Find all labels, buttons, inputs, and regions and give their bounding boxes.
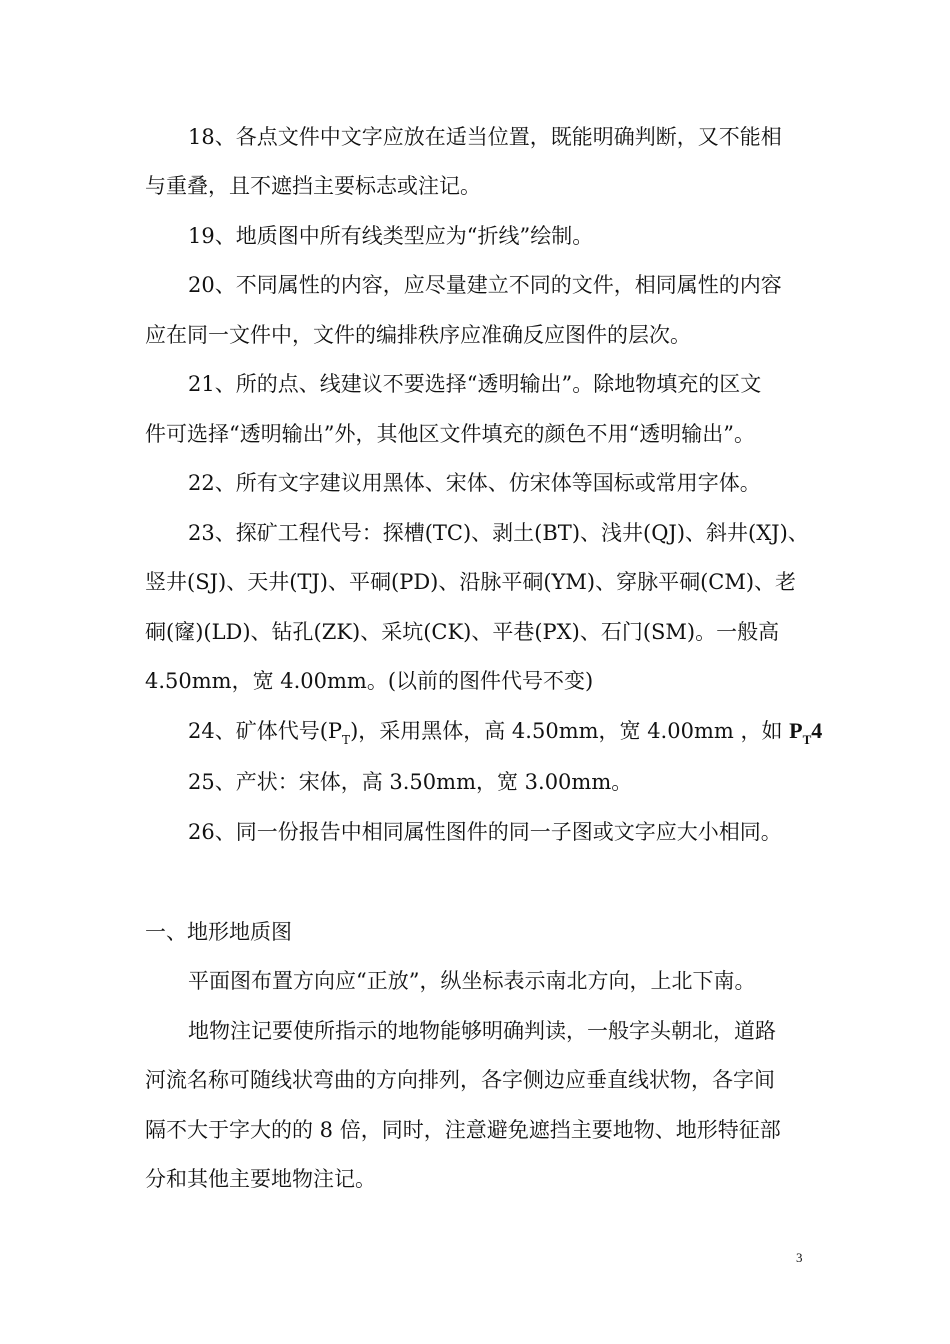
item-23-line-4: 4.50mm，宽 4.00mm。(以前的图件代号不变) (145, 669, 594, 693)
page-number: 3 (796, 1250, 803, 1265)
item-26: 26、同一份报告中相同属性图件的同一子图或文字应大小相同。 (188, 820, 782, 844)
item-24 (188, 716, 822, 749)
item-25: 25、产状：宋体，高 3.50mm，宽 3.00mm。 (188, 770, 633, 794)
item-20-line-1: 20、不同属性的内容，应尽量建立不同的文件，相同属性的内容 (188, 273, 782, 297)
item-18-line-1: 18、各点文件中文字应放在适当位置，既能明确判断，又不能相 (188, 125, 782, 149)
item-23-line-2: 竖井(SJ)、天井(TJ)、平硐(PD)、沿脉平硐(YM)、穿脉平硐(CM)、老 (145, 570, 797, 594)
item-21-line-2: 件可选择“透明输出”外，其他区文件填充的颜色不用“透明输出”。 (145, 422, 755, 446)
item-24-example-p: P (789, 718, 803, 743)
section-paragraph-2-line-2: 河流名称可随线状弯曲的方向排列，各字侧边应垂直线状物，各字间 (145, 1068, 775, 1092)
section-paragraph-2-line-3: 隔不大于字大的的 8 倍，同时，注意避免遮挡主要地物、地形特征部 (145, 1118, 781, 1142)
section-paragraph-2-line-1: 地物注记要使所指示的地物能够明确判读，一般字头朝北，道路 (188, 1019, 776, 1043)
item-23-line-1: 23、探矿工程代号：探槽(TC)、剥土(BT)、浅井(QJ)、斜井(XJ)、 (188, 521, 809, 545)
section-heading: 一、地形地质图 (145, 920, 292, 944)
item-24-example-number: 4 (811, 718, 823, 743)
item-18-line-2: 与重叠，且不遮挡主要标志或注记。 (145, 174, 481, 198)
item-21-line-1: 21、所的点、线建议不要选择“透明输出”。除地物填充的区文 (188, 372, 762, 396)
item-24-subscript: T (342, 733, 351, 747)
section-paragraph-2-line-4: 分和其他主要地物注记。 (145, 1167, 376, 1191)
item-24-example-subscript: T (802, 732, 812, 747)
item-22: 22、所有文字建议用黑体、宋体、仿宋体等国标或常用字体。 (188, 471, 761, 495)
item-24-middle: )，采用黑体，高 4.50mm，宽 4.00mm ，如 (350, 719, 790, 743)
section-paragraph-1: 平面图布置方向应“正放”，纵坐标表示南北方向，上北下南。 (188, 969, 756, 993)
item-24-prefix: 24、矿体代号(P (188, 719, 343, 743)
item-23-line-3: 硐(窿)(LD)、钻孔(ZK)、采坑(CK)、平巷(PX)、石门(SM)。一般高 (145, 620, 780, 644)
item-19: 19、地质图中所有线类型应为“折线”绘制。 (188, 224, 594, 248)
item-20-line-2: 应在同一文件中，文件的编排秩序应准确反应图件的层次。 (145, 323, 691, 347)
